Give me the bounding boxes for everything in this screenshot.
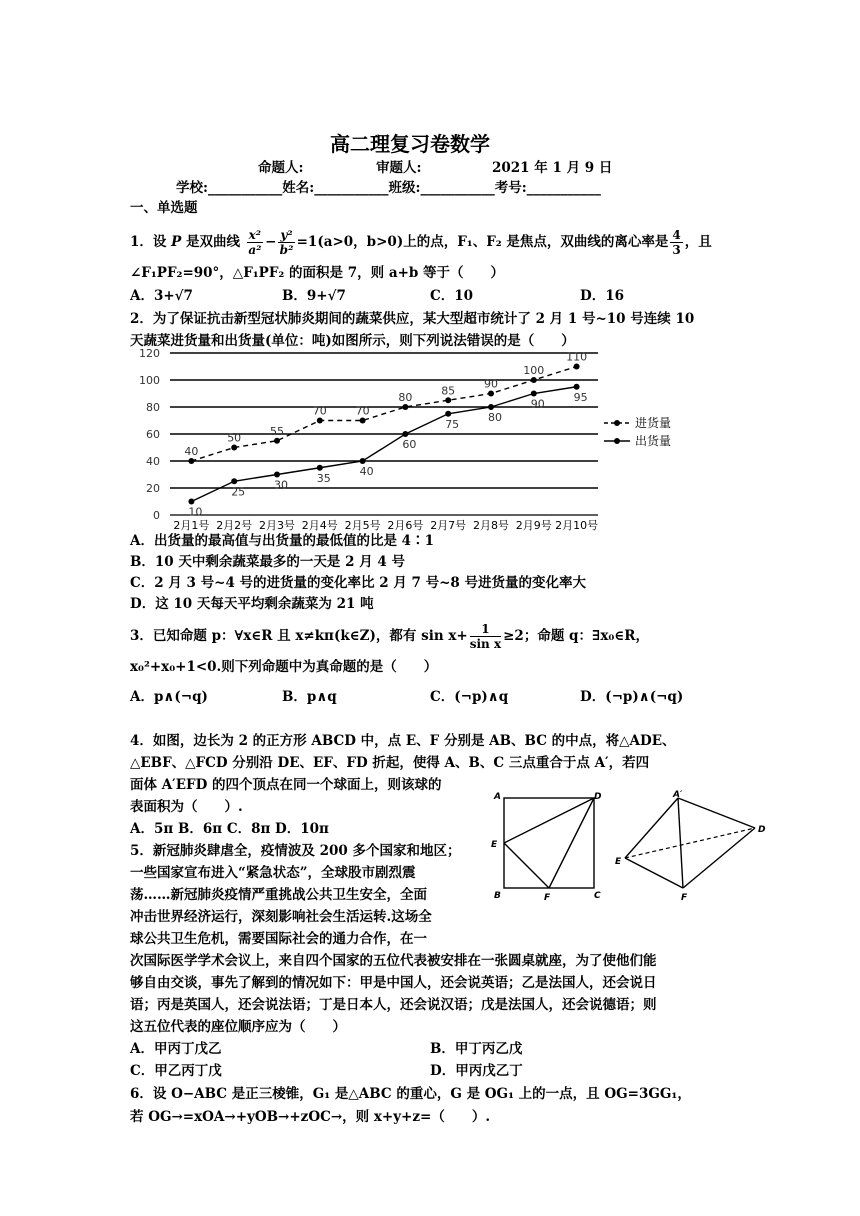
data-point-outbound-1 [188, 499, 194, 505]
data-label-outbound-1: 10 [188, 505, 203, 519]
data-point-outbound-5 [360, 458, 366, 464]
data-label-outbound-4: 35 [316, 471, 331, 485]
label-e: E [491, 840, 498, 850]
x-tick-label-3: 2月3号 [259, 519, 295, 532]
data-point-outbound-8 [488, 404, 494, 410]
question-5-line7: 够自由交谈，事先了解到的情况如下：甲是中国人，还会说英语；乙是法国人，还会说日 [130, 975, 657, 991]
question-1-line1: 1．设 P 是双曲线 $\frac{\text{x²}}{\text{a²}}$ − $\frac{\text{y²}}{\text{b²}}$ =1(a>0，b>0)上的点，F₁、F₂ 是焦点，双曲线的离心率是 $\frac{4}{3}$ ，且 [130, 228, 712, 257]
q3-option-a: A．p∧(¬q) [130, 689, 208, 705]
data-label-inbound-8: 90 [484, 377, 498, 391]
data-label-inbound-3: 55 [270, 424, 284, 438]
data-label-inbound-9: 100 [523, 364, 545, 377]
data-point-outbound-4 [317, 465, 323, 471]
legend-label-outbound: 出货量 [635, 434, 672, 448]
x-tick-label-5: 2月5号 [344, 519, 381, 532]
data-point-inbound-1 [188, 458, 194, 464]
y-tick-label-100: 100 [139, 374, 160, 387]
fraction-eccentricity: $\frac{4}{3}$ [672, 228, 681, 257]
data-label-inbound-6: 80 [398, 391, 413, 404]
y-tick-label-40: 40 [146, 455, 160, 468]
label-d2: D [758, 825, 766, 835]
question-4-line1: 4．如图，边长为 2 的正方形 ABCD 中，点 E、F 分别是 AB、BC 的中点，将△ADE、 [130, 733, 676, 749]
data-point-inbound-4 [317, 418, 323, 424]
x-tick-label-7: 2月7号 [430, 519, 467, 532]
x-tick-label-8: 2月8号 [473, 519, 509, 532]
fraction-y2-b2: $\frac{\text{y²}}{\text{b²}}$ [279, 228, 294, 257]
question-5-line8: 语；丙是英国人，还会说法语；丁是日本人，还会说汉语；戊是法国人，还会说德语；则 [130, 997, 657, 1013]
question-5-line4: 冲击世界经济运行，深刻影响社会生活运转.这场全 [130, 909, 432, 925]
label-d: D [594, 792, 602, 802]
q2-option-b: B．10 天中剩余蔬菜最多的一天是 2 月 4 号 [130, 554, 405, 570]
data-label-inbound-4: 70 [312, 404, 327, 418]
data-label-outbound-5: 40 [359, 465, 374, 478]
tetrahedron-figure [615, 790, 775, 905]
question-5-line6: 次国际医学学术会议上，来自四个国家的五位代表被安排在一张圆桌就座，为了使他们能 [130, 953, 657, 969]
question-5-line9: 这五位代表的座位顺序应为（ ） [130, 1019, 346, 1035]
x-tick-label-1: 2月1号 [173, 519, 210, 532]
data-label-inbound-1: 40 [184, 445, 199, 458]
x-tick-label-4: 2月4号 [301, 519, 338, 532]
q5-option-c: C．甲乙丙丁戊 [130, 1063, 222, 1079]
legend-marker-inbound [614, 420, 620, 426]
y-tick-label-120: 120 [139, 347, 160, 360]
page-title: 高二理复习卷数学 [330, 132, 490, 156]
y-tick-label-60: 60 [146, 428, 160, 441]
question-1-line2: ∠F₁PF₂=90°，△F₁PF₂ 的面积是 7，则 a+b 等于（ ） [130, 265, 505, 281]
y-tick-label-20: 20 [146, 482, 160, 495]
question-4-line2: △EBF、△FCD 分别沿 DE、EF、FD 折起，使得 A、B、C 三点重合于点 A′，若四 [130, 755, 650, 771]
data-label-outbound-6: 60 [402, 438, 417, 451]
q1-option-a: A．3+√7 [130, 288, 193, 304]
label-f2: F [681, 893, 688, 903]
data-point-inbound-6 [402, 404, 408, 410]
question-6-line1: 6．设 O−ABC 是正三棱锥，G₁ 是△ABC 的重心，G 是 OG₁ 上的一点，且 OG=3GG₁， [130, 1086, 691, 1102]
data-point-outbound-10 [574, 384, 580, 390]
x-tick-label-2: 2月2号 [216, 519, 253, 532]
data-point-inbound-8 [488, 391, 494, 397]
q1-option-b: B．9+√7 [282, 288, 346, 304]
supply-line-chart [120, 345, 690, 535]
data-point-inbound-5 [360, 418, 366, 424]
q3-option-d: D．(¬p)∧(¬q) [580, 689, 684, 705]
series-line-outbound [191, 387, 576, 502]
x-tick-label-10: 2月10号 [555, 519, 599, 532]
data-label-inbound-7: 85 [441, 384, 456, 398]
q2-option-a: A．出货量的最高值与出货量的最低值的比是 4∶1 [130, 533, 434, 549]
question-4-line4: 表面积为（ ）. [130, 799, 243, 815]
data-point-outbound-3 [274, 472, 280, 478]
data-label-outbound-8: 80 [488, 411, 502, 424]
data-label-outbound-2: 25 [231, 485, 246, 499]
question-3-line1: 3．已知命题 p：∀x∈R 且 x≠kπ(k∈Z)，都有 sin x+ $\frac{1}{\text{sin x}}$ ≥2；命题 q：∃x₀∈R， [130, 622, 649, 651]
data-point-inbound-7 [445, 397, 451, 403]
question-3-line2: x₀²+x₀+1<0.则下列命题中为真命题的是（ ） [130, 659, 438, 675]
fraction-1-sinx: $\frac{1}{\text{sin x}}$ [469, 622, 502, 651]
q4-options: A．5π B．6π C．8π D．10π [130, 821, 329, 837]
q2-option-c: C．2 月 3 号~4 号的进货量的变化率比 2 月 7 号~8 号进货量的变化率大 [130, 575, 587, 591]
question-5-line2: 一些国家宣布进入“紧急状态”，全球股市剧烈震 [130, 865, 416, 881]
data-label-outbound-9: 90 [530, 397, 545, 411]
question-6-line2: 若 OG→=xOA→+yOB→+zOC→，则 x+y+z=（ ）. [130, 1109, 491, 1125]
q5-option-b: B．甲丁丙乙戊 [430, 1041, 523, 1057]
data-point-inbound-9 [531, 377, 537, 383]
data-label-outbound-7: 75 [445, 417, 460, 431]
question-2-line2: 天蔬菜进货量和出货量(单位：吨)如图所示，则下列说法错误的是（ ） [130, 333, 575, 349]
data-label-inbound-2: 50 [227, 431, 242, 445]
label-b: B [494, 891, 501, 901]
exam-date: 2021 年 1 月 9 日 [492, 160, 613, 176]
question-5-line5: 球公共卫生危机，需要国际社会的通力合作，在一 [130, 931, 427, 947]
label-a-prime: A′ [673, 790, 683, 800]
legend-marker-outbound [614, 438, 620, 444]
q3-option-b: B．p∧q [282, 689, 337, 705]
author-label: 命题人: [258, 160, 304, 176]
data-label-inbound-5: 70 [355, 404, 370, 418]
reviewer-label: 审题人: [376, 160, 422, 176]
q1-option-c: C．10 [430, 288, 474, 304]
square-abcd-figure [488, 790, 608, 905]
label-a: A [494, 792, 501, 802]
q5-option-a: A．甲丙丁戊乙 [130, 1041, 222, 1057]
x-tick-label-9: 2月9号 [515, 519, 552, 532]
question-4-line3: 面体 A′EFD 的四个顶点在同一个球面上，则该球的 [130, 777, 442, 793]
q2-option-d: D．这 10 天每天平均剩余蔬菜为 21 吨 [130, 596, 374, 612]
student-info-line: 学校:___________姓名:___________班级:___________考号:___________ [176, 180, 601, 196]
data-label-outbound-3: 30 [274, 478, 288, 492]
y-tick-label-80: 80 [146, 401, 160, 414]
data-label-outbound-10: 95 [573, 390, 588, 404]
data-point-inbound-2 [231, 445, 237, 451]
legend-label-inbound: 进货量 [635, 416, 672, 430]
q5-option-d: D．甲丙戊乙丁 [430, 1063, 523, 1079]
q3-option-c: C．(¬p)∧q [430, 689, 509, 705]
question-5-line3: 荡……新冠肺炎疫情严重挑战公共卫生安全，全面 [130, 887, 427, 903]
data-point-outbound-7 [445, 411, 451, 417]
label-c: C [594, 891, 601, 901]
y-tick-label-0: 0 [153, 509, 160, 522]
data-point-outbound-2 [231, 478, 237, 484]
question-2-line1: 2．为了保证抗击新型冠状肺炎期间的蔬菜供应，某大型超市统计了 2 月 1 号~10 号连续 10 [130, 311, 695, 327]
section-title: 一、单选题 [130, 200, 198, 216]
data-point-outbound-9 [531, 391, 537, 397]
fraction-x2-a2: $\frac{\text{x²}}{\text{a²}}$ [248, 228, 262, 257]
label-e2: E [615, 857, 622, 867]
x-tick-label-6: 2月6号 [387, 519, 424, 532]
data-point-outbound-6 [402, 431, 408, 437]
data-label-inbound-10: 110 [566, 350, 588, 364]
question-5-line1: 5．新冠肺炎肆虐全，疫情波及 200 多个国家和地区； [130, 843, 461, 859]
q1-option-d: D．16 [580, 288, 624, 304]
data-point-inbound-3 [274, 438, 280, 444]
data-point-inbound-10 [574, 364, 580, 370]
label-f: F [544, 893, 551, 903]
